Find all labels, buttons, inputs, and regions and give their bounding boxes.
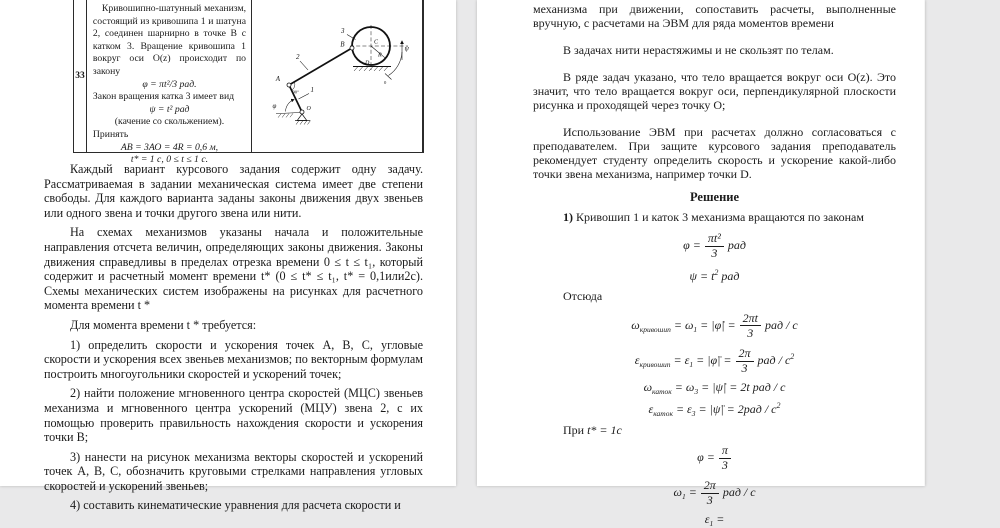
- diagram-cell: [252, 0, 423, 152]
- label-point-D: D: [365, 60, 370, 67]
- formula-psi-law: $\psi = t^2$ рад: [689, 268, 740, 284]
- problem-number: 33: [75, 70, 85, 81]
- task-item-1: 1) определить скорости и ускорения точек А, В, С, угловые скорости и ускорения всех звеньев механизмов; по векторным формулам построить многоугольники скоростей и ускорений точек;: [44, 337, 423, 381]
- problem-statement-cell: [87, 0, 252, 166]
- page2-body-text: [533, 2, 896, 528]
- task-item-4: 4) составить кинематические уравнения для расчета скорости и: [70, 498, 401, 513]
- ground-hatching: [354, 67, 388, 72]
- label-link-1: 1: [310, 86, 314, 94]
- pri-word: При: [563, 422, 588, 437]
- problem-statement: Кривошипно-шатунный механизм, состоящий из кривошипа 1 и шатуна 2, соединен шарнирно в точке В с катком 3. Вращение кривошипа 1 вокруг оси O(z) происходит по закону: [92, 3, 246, 77]
- formula-cut-off: $\varepsilon_1$ =: [704, 511, 725, 528]
- paragraph: В задачах нити нерастяжимы и не скользят по телам.: [563, 43, 834, 57]
- pri-math: t* = 1с: [587, 422, 622, 437]
- paragraph: Для момента времени t * требуется:: [70, 317, 257, 332]
- problem-formula-t: t* = 1 с, 0 ≤ t ≤ 1 с.: [130, 154, 209, 166]
- paragraph: механизма при движении, сопоставить расчеты, выполненные вручную, с расчетами на ЭВМ для ряда моментов времени: [533, 2, 896, 30]
- paragraph: На схемах механизмов указаны начала и положительные направления отсчета величин, определяющих законы движения. Законы движения справедливы в пределах отрезка времени 0 ≤ t ≤ t₁, который содержит и расчетный момент времени t* (0 ≤ t* ≤ t₁, t* = 0,1или2с). Схемы механических систем изображены на рисунках для расчетного момента времени t *: [44, 225, 423, 313]
- problem-formula-ab: AB = 3АО = 4R = 0,6 м,: [120, 141, 219, 153]
- label-angle-phi: φ: [272, 102, 277, 110]
- problem-statement-2: Закон вращения катка 3 имеет вид: [92, 91, 235, 103]
- mechanism-diagram: [252, 0, 422, 152]
- formula-phi-value: φ = $\frac{\pi}{3}$: [533, 444, 896, 472]
- paragraph: Каждый вариант курсового задания содержит одну задачу. Рассматриваемая в задании механическая система имеет две степени свободы. Для каждого варианта заданы законы движения двух звеньев или одного звена и точки другого звена или нити.: [44, 162, 423, 220]
- otsyuda-label: Отсюда: [563, 288, 603, 303]
- label-zero-mark: 0: [384, 80, 387, 85]
- label-point-A: A: [275, 75, 280, 83]
- solution-heading: Решение: [689, 190, 740, 204]
- label-point-B: B: [340, 40, 345, 49]
- task-item-2: 2) найти положение мгновенного центра скоростей (МЦС) звеньев механизма и мгновенного центра ускорений (МЦУ) звена 2, с их помощью проверить правильность нахождения скорости и ускорения точки В;: [44, 386, 423, 445]
- problem-accept: Принять: [92, 128, 129, 140]
- solution-item-1: [533, 210, 896, 224]
- formula-omega-roller: $\omega_{каток} = \omega_3$ = |ψ̇| = 2t рад / с: [643, 380, 786, 397]
- page-right: [477, 0, 925, 528]
- formula-epsilon-crank: $\varepsilon_{кривошип} = \varepsilon_1$ = |φ̈| = $\frac{2\pi}{3}$ рад / $с^2$: [634, 345, 795, 376]
- problem-number-cell: [74, 0, 87, 152]
- problem-table: [73, 0, 424, 166]
- solution-item-text: Кривошип 1 и каток 3 механизма вращаются по законам: [573, 210, 864, 224]
- problem-note: (качение со скольжением).: [114, 116, 225, 128]
- pri-label: [533, 423, 896, 437]
- label-link-2: 2: [296, 53, 300, 61]
- problem-formula-phi: φ = πt²/3 рад.: [142, 78, 197, 90]
- label-right-angle: 90°: [292, 89, 299, 95]
- formula-omega-crank: $\omega_{кривошип} = \omega_1$ = |φ̇| = $\frac{2\pi t}{3}$ рад / с: [631, 310, 798, 340]
- formula-phi-law: φ = $\frac{\text{πt²}}{3}$ рад: [683, 231, 746, 261]
- problem-formula-psi: ψ = t² рад: [149, 103, 190, 115]
- label-point-O: O: [306, 106, 311, 112]
- solution-item-number: 1): [563, 210, 573, 224]
- label-angle-psi: ψ: [404, 44, 409, 53]
- task-item-3: 3) нанести на рисунок механизма векторы скоростей и ускорений точек А, В, С, обозначить круговыми стрелками направления угловых скоростей и ускорений звеньев;: [44, 449, 423, 493]
- page1-body-text: [44, 162, 423, 513]
- formula-epsilon-roller: $\varepsilon_{каток} = \varepsilon_3$ = |ψ̈| = $2рад / с^2$: [648, 400, 781, 418]
- formula-omega1-value: $\omega_1$ = $\frac{2\pi}{3}$ рад / с: [673, 478, 756, 508]
- page-left: [0, 0, 456, 513]
- paragraph: В ряде задач указано, что тело вращается вокруг оси O(z). Это значит, что тело вращается вокруг оси, перпендикулярной плоскости рисунка и проходящей через точку O;: [533, 70, 896, 112]
- label-point-C: C: [374, 39, 379, 46]
- label-link-3: 3: [341, 27, 345, 35]
- paragraph: Использование ЭВМ при расчетах должно согласоваться с преподавателем. При защите курсового задания преподаватель рекомендует студенту определить скорость и ускорение какой-либо точки звена механизма, например точки D.: [533, 125, 896, 181]
- label-radius-R: R: [378, 52, 382, 59]
